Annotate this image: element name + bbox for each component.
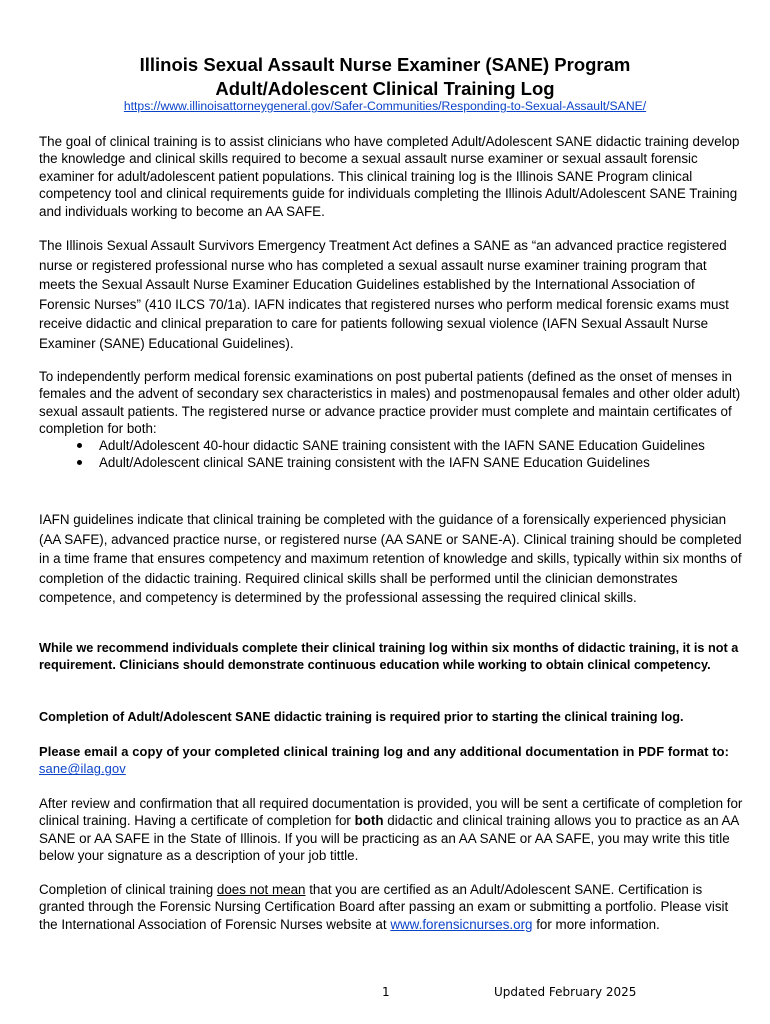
email-link[interactable]: sane@ilag.gov (39, 761, 126, 777)
list-item-text: Adult/Adolescent 40-hour didactic SANE training consistent with the IAFN SANE Education Guidelines (99, 438, 705, 453)
document-title: Illinois Sexual Assault Nurse Examiner (SANE) Program (139, 54, 631, 75)
certificate-text-a: After review and confirmation that all required documentation is provided, you will be sent a certificate of completion for clinical training. Having a certificate of completion for (39, 796, 743, 829)
paragraph-prerequisite: Completion of Adult/Adolescent SANE didactic training is required prior to starting the clinical training log. (39, 710, 684, 724)
email-instructions-text: Please email a copy of your completed clinical training log and any additional documentation in PDF format to: (39, 744, 730, 759)
bullet-icon (77, 460, 82, 465)
certification-text-underline: does not mean (216, 882, 306, 897)
program-url-link[interactable]: https://www.illinoisattorneygeneral.gov/Safer-Communities/Responding-to-Sexual-Assault/SANE/ (123, 99, 647, 113)
certificate-text-b: didactic and clinical training allows you to practice as an AA SANE or AA SAFE in the State of Illinois. If you will be practicing as an AA SANE or AA SAFE, you may write this title below your signature as a description of your job tittle. (39, 813, 739, 864)
paragraph-goal: The goal of clinical training is to assist clinicians who have completed Adult/Adolescent SANE didactic training develop the knowledge and clinical skills required to become a sexual assault nurse examiner or sexual assault forensic examiner for adult/adolescent patient populations. This clinical training log is the Illinois SANE Program clinical competency tool and clinical requirements guide for individuals completing the Illinois Adult/Adolescent SANE Training and individuals working to become an AA SAFE. (39, 134, 740, 219)
certification-text-a: Completion of clinical training (39, 882, 217, 897)
page-number: 1 (382, 985, 390, 999)
certification-text-c: for more information. (532, 916, 660, 932)
certification-text-b: that you are certified as an Adult/Adolescent SANE. Certification is granted through the Forensic Nursing Certification Board after passing an exam or submitting a portfolio. Please visit the International Association of Forensic Nurses website at (39, 882, 729, 932)
bullet-icon (77, 443, 82, 448)
list-item (75, 454, 715, 471)
updated-date: Updated February 2025 (494, 985, 637, 999)
certificate-text-bold: both (354, 813, 384, 829)
paragraph-certification (39, 881, 744, 933)
requirements-list (75, 437, 715, 472)
forensic-nurses-link[interactable]: www.forensicnurses.org (390, 916, 533, 932)
paragraph-recommendation: While we recommend individuals complete their clinical training log within six months of didactic training, it is not a requirement. Clinicians should demonstrate continuous education while working to obtain clinical competency. (39, 641, 739, 673)
list-item (75, 437, 715, 454)
paragraph-iafn-guidelines: IAFN guidelines indicate that clinical training be completed with the guidance of a forensically experienced physician (AA SAFE), advanced practice nurse, or registered nurse (AA SANE or SANE-A). Clinical training should be completed in a time frame that ensures competency and maximum retention of knowledge and skills, typically within six months of completion of the didactic training. Required clinical skills shall be performed until the clinician demonstrates competence, and competency is determined by the professional assessing the required clinical skills. (39, 512, 742, 605)
paragraph-certificate (39, 795, 744, 865)
document-subtitle: Adult/Adolescent Clinical Training Log (215, 78, 555, 99)
list-item-text: Adult/Adolescent clinical SANE training consistent with the IAFN SANE Education Guidelines (99, 455, 650, 471)
paragraph-act-definition: The Illinois Sexual Assault Survivors Emergency Treatment Act defines a SANE as “an advanced practice registered nurse or registered professional nurse who has completed a sexual assault nurse examiner training program that meets the Sexual Assault Nurse Examiner Education Guidelines established by the International Association of Forensic Nurses” (410 ILCS 70/1a). IAFN indicates that registered nurses who perform medical forensic exams must receive didactic and clinical preparation to care for patients following sexual violence (IAFN Sexual Assault Nurse Examiner (SANE) Educational Guidelines). (39, 238, 729, 351)
paragraph-requirements: To independently perform medical forensic examinations on post pubertal patients (defined as the onset of menses in females and the advent of secondary sex characteristics in males) and postmenopausal females and other older adult) sexual assault patients. The registered nurse or advance practice provider must complete and maintain certificates of completion for both: (39, 369, 741, 437)
paragraph-email-instructions (39, 743, 744, 778)
